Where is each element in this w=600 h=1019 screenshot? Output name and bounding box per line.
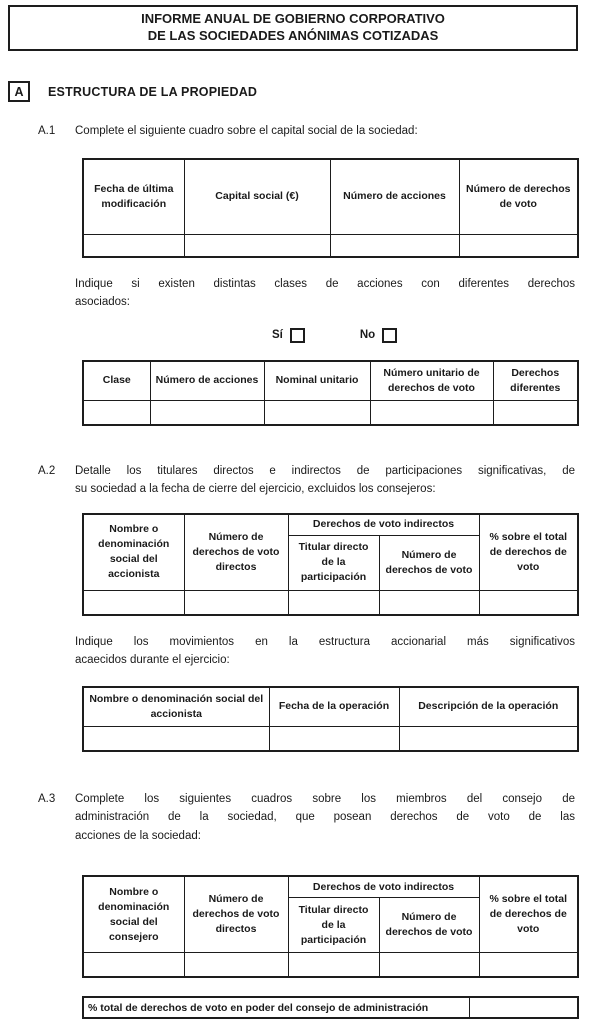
paragraph-line: administración de la sociedad, que posean derechos de voto de las	[75, 811, 575, 823]
column-header: Descripción de la operación	[399, 687, 578, 727]
column-header: Titular directo de la participación	[288, 535, 379, 590]
input-cell[interactable]	[330, 234, 459, 257]
paragraph-line: Indique los movimientos en la estructura accionarial más significativos	[75, 635, 575, 648]
board-total-label: % total de derechos de voto en poder del consejo de administración	[83, 997, 469, 1018]
movements-header-row	[83, 687, 578, 727]
column-header: Número de derechos de voto	[379, 535, 479, 590]
input-cell[interactable]	[379, 953, 479, 978]
paragraph-line: su sociedad a la fecha de cierre del ejercicio, excluidos los consejeros:	[75, 483, 436, 495]
column-header: % sobre el total de derechos de voto	[479, 876, 578, 953]
share-classes-table	[82, 360, 579, 426]
column-header: Titular directo de la participación	[288, 898, 379, 953]
paragraph-line: Complete los siguientes cuadros sobre los miembros del consejo de	[75, 792, 575, 805]
input-cell[interactable]	[479, 590, 578, 615]
item-a2	[38, 462, 575, 499]
yes-no-options	[272, 328, 600, 343]
input-cell[interactable]	[288, 590, 379, 615]
column-header: Clase	[83, 361, 150, 401]
item-a1	[38, 122, 575, 141]
paragraph-line: Detalle los titulares directos e indirectos de participaciones significativas, de	[75, 464, 575, 477]
document-title-box	[8, 5, 578, 51]
share-classes-header-row	[83, 361, 578, 401]
input-cell[interactable]	[83, 953, 184, 978]
input-cell[interactable]	[379, 590, 479, 615]
input-cell[interactable]	[150, 400, 264, 425]
yes-checkbox[interactable]	[290, 328, 305, 343]
column-group-header: Derechos de voto indirectos	[288, 876, 479, 898]
significant-holders-data-row	[83, 590, 578, 615]
option-no	[360, 328, 397, 343]
section-heading: ESTRUCTURA DE LA PROPIEDAD	[48, 84, 258, 99]
item-a1-number: A.1	[38, 125, 56, 137]
capital-table-data-row	[83, 234, 578, 257]
input-cell[interactable]	[184, 234, 330, 257]
form-page	[0, 5, 600, 1014]
column-header: Fecha de la operación	[269, 687, 399, 727]
column-header: Nombre o denominación social del consejero	[83, 876, 184, 953]
input-cell[interactable]	[83, 234, 184, 257]
input-cell[interactable]	[399, 726, 578, 751]
paragraph-line: Indique si existen distintas clases de acciones con diferentes derechos	[75, 277, 575, 290]
item-a3-number: A.3	[38, 792, 56, 805]
paragraph-line: asociados:	[75, 296, 130, 308]
item-a1-text: Complete el siguiente cuadro sobre el capital social de la sociedad:	[75, 125, 418, 137]
paragraph-line: acaecidos durante el ejercicio:	[75, 654, 230, 666]
column-header: Nominal unitario	[264, 361, 370, 401]
input-cell[interactable]	[184, 590, 288, 615]
share-classes-data-row	[83, 400, 578, 425]
board-members-table	[82, 875, 579, 978]
column-header: Fecha de última modificación	[83, 159, 184, 235]
column-header: Número de derechos de voto directos	[184, 876, 288, 953]
input-cell[interactable]	[83, 400, 150, 425]
input-cell[interactable]	[184, 953, 288, 978]
input-cell[interactable]	[264, 400, 370, 425]
board-total-row	[83, 997, 578, 1018]
document-title-line1: INFORME ANUAL DE GOBIERNO CORPORATIVO	[141, 11, 445, 26]
input-cell[interactable]	[83, 590, 184, 615]
input-cell[interactable]	[269, 726, 399, 751]
column-header: Capital social (€)	[184, 159, 330, 235]
no-checkbox[interactable]	[382, 328, 397, 343]
section-a-header	[8, 81, 600, 102]
board-members-group-row	[83, 876, 578, 898]
column-header: Número de derechos de voto directos	[184, 514, 288, 591]
column-header: Número de acciones	[330, 159, 459, 235]
section-letter-badge: A	[8, 81, 30, 102]
column-group-header: Derechos de voto indirectos	[288, 514, 479, 536]
column-header: Número unitario de derechos de voto	[370, 361, 493, 401]
column-header: Nombre o denominación social del accionista	[83, 514, 184, 591]
movements-table	[82, 686, 579, 752]
yes-label: Sí	[272, 329, 283, 341]
movements-paragraph	[75, 633, 575, 670]
paragraph-line: acciones de la sociedad:	[75, 829, 201, 842]
board-total-table	[82, 996, 579, 1019]
option-yes	[272, 328, 305, 343]
input-cell[interactable]	[370, 400, 493, 425]
no-label: No	[359, 329, 376, 341]
column-header: Número de acciones	[150, 361, 264, 401]
item-a2-number: A.2	[38, 464, 56, 477]
input-cell[interactable]	[459, 234, 578, 257]
input-cell[interactable]	[493, 400, 578, 425]
column-header: Número de derechos de voto	[459, 159, 578, 235]
significant-holders-group-row	[83, 514, 578, 536]
movements-data-row	[83, 726, 578, 751]
item-a3	[38, 790, 575, 846]
capital-table	[82, 158, 579, 258]
column-header: Derechos diferentes	[493, 361, 578, 401]
document-title-line2: DE LAS SOCIEDADES ANÓNIMAS COTIZADAS	[147, 27, 439, 43]
column-header: Número de derechos de voto	[379, 898, 479, 953]
input-cell[interactable]	[469, 997, 578, 1018]
board-members-data-row	[83, 953, 578, 978]
share-classes-paragraph	[75, 275, 575, 312]
column-header: % sobre el total de derechos de voto	[479, 514, 578, 591]
significant-holders-table	[82, 513, 579, 616]
input-cell[interactable]	[288, 953, 379, 978]
input-cell[interactable]	[83, 726, 269, 751]
capital-table-header-row	[83, 159, 578, 235]
column-header: Nombre o denominación social del accionista	[83, 687, 269, 727]
input-cell[interactable]	[479, 953, 578, 978]
